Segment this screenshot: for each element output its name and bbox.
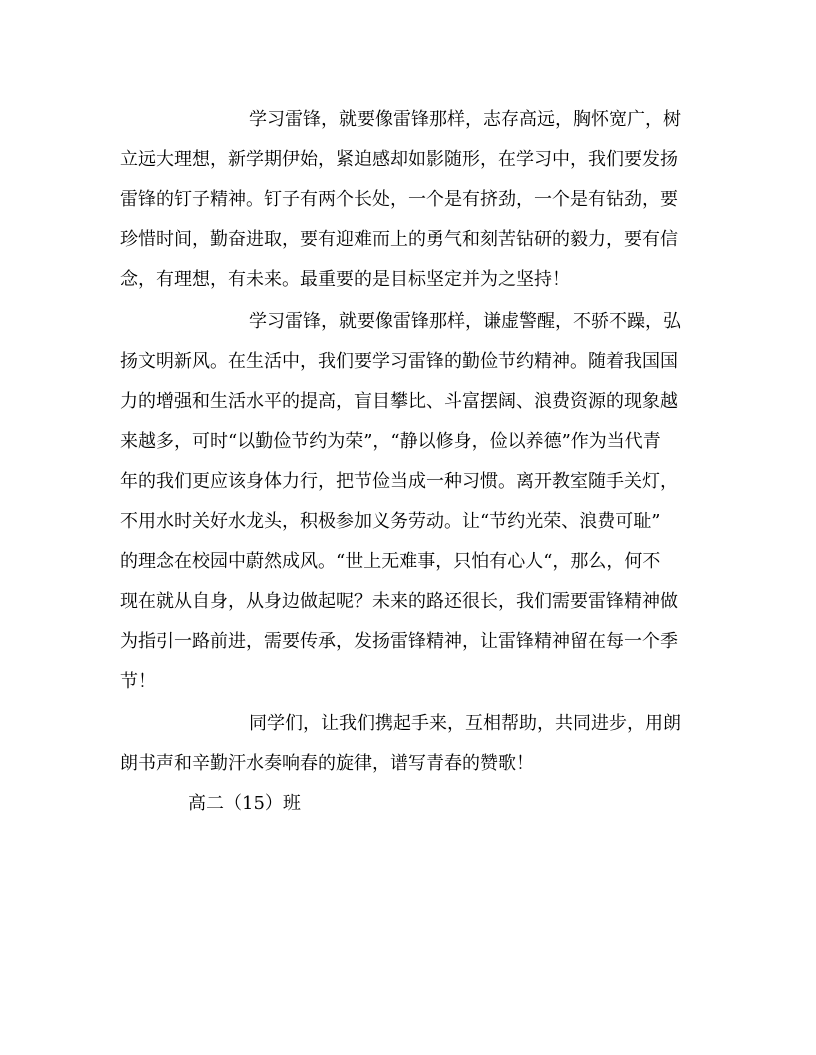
paragraph-2-line-8: 现在就从自身，从身边做起呢？未来的路还很长，我们需要雷锋精神做 [120, 591, 678, 612]
paragraph-2-line-1: 学习雷锋，就要像雷锋那样，谦虚警醒，不骄不躁，弘 [249, 311, 681, 332]
paragraph-2-line-4: 来越多，可时“以勤俭节约为荣”，“静以修身，俭以养德”作为当代青 [120, 431, 661, 452]
paragraph-1-line-5: 念，有理想，有未来。最重要的是目标坚定并为之坚持！ [120, 269, 570, 290]
paragraph-1-line-3: 雷锋的钉子精神。钉子有两个长处，一个是有挤劲，一个是有钻劲，要 [120, 189, 678, 210]
paragraph-2-line-3: 力的增强和生活水平的提高，盲目攀比、斗富摆阔、浪费资源的现象越 [120, 391, 678, 412]
paragraph-1-line-2: 立远大理想，新学期伊始，紧迫感却如影随形，在学习中，我们要发扬 [120, 149, 678, 170]
signature-class-name: 高二（15）班 [188, 793, 301, 814]
paragraph-2-line-2: 扬文明新风。在生活中，我们要学习雷锋的勤俭节约精神。随着我国国 [120, 351, 678, 372]
paragraph-1-line-1: 学习雷锋，就要像雷锋那样，志存高远，胸怀宽广，树 [249, 109, 681, 130]
paragraph-2-line-5: 年的我们更应该身体力行，把节俭当成一种习惯。离开教室随手关灯， [120, 471, 678, 492]
paragraph-2-line-10: 节！ [120, 671, 156, 692]
paragraph-2-line-6: 不用水时关好水龙头，积极参加义务劳动。让“节约光荣、浪费可耻” [120, 511, 661, 532]
paragraph-1-line-4: 珍惜时间，勤奋进取，要有迎难而上的勇气和刻苦钻研的毅力，要有信 [120, 229, 678, 250]
paragraph-2-line-9: 为指引一路前进，需要传承，发扬雷锋精神，让雷锋精神留在每一个季 [120, 631, 678, 652]
paragraph-2-line-7: 的理念在校园中蔚然成风。“世上无难事，只怕有心人“，那么，何不 [120, 551, 661, 572]
paragraph-3-line-2: 朗书声和辛勤汗水奏响春的旋律，谱写青春的赞歌！ [120, 753, 534, 774]
paragraph-3-line-1: 同学们，让我们携起手来，互相帮助，共同进步，用朗 [249, 713, 681, 734]
